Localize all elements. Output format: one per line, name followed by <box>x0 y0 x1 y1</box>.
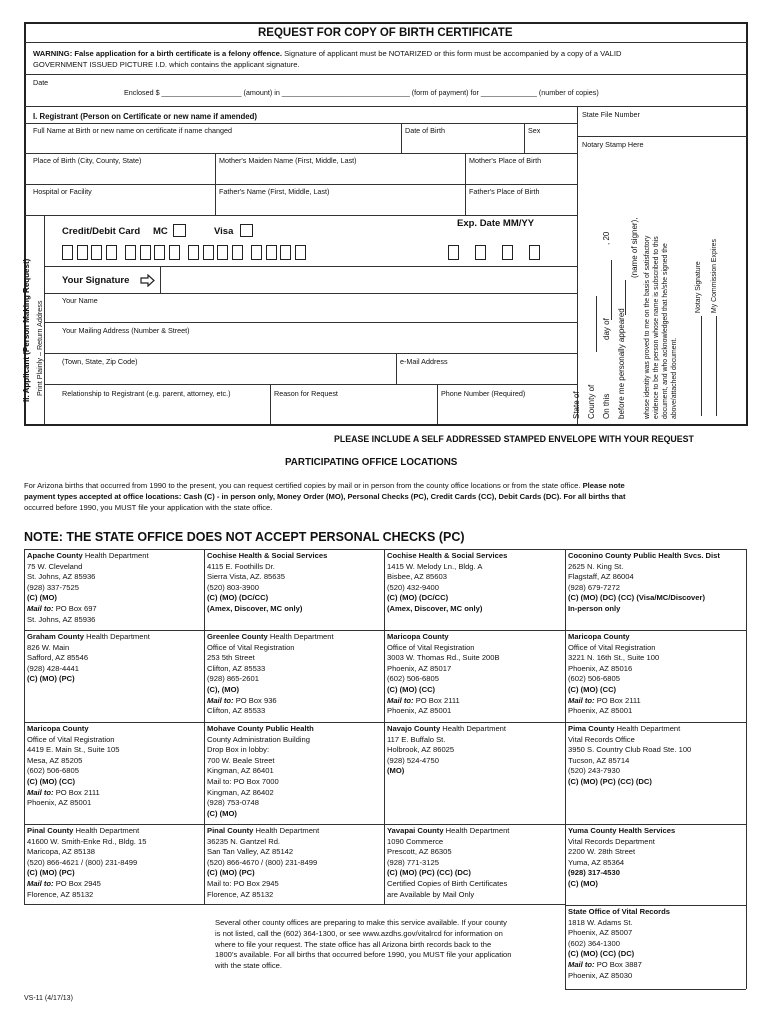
office-line: (520) 866-4670 / (800) 231-8499 <box>207 857 318 867</box>
office-line: 826 W. Main <box>27 642 70 652</box>
office-location <box>568 907 670 981</box>
office-line: (C) (MO) (DC/CC) <box>387 593 449 603</box>
notary-above: above/attached document. <box>671 337 678 419</box>
office-name: Mohave County Public Health <box>207 724 314 733</box>
office-line: Certified Copies of Birth Certificates <box>387 878 508 888</box>
office-line: Vital Records Office <box>568 734 635 744</box>
office-line: (C) (MO) (DC) (CC) (Visa/MC/Discover) <box>568 593 705 603</box>
warning-text <box>33 50 621 59</box>
notary-day-of: day of <box>602 318 611 340</box>
office-line: Bisbee, AZ 85603 <box>387 572 447 582</box>
notary-year: , 20 <box>602 231 611 245</box>
office-location <box>207 551 327 615</box>
card-digit-box[interactable] <box>295 245 306 260</box>
office-line: Phoenix, AZ 85001 <box>387 706 452 716</box>
mailing-address-field[interactable]: Your Mailing Address (Number & Street) <box>62 326 190 335</box>
office-line: Sierra Vista, AZ. 85635 <box>207 572 285 582</box>
office-line: Mail to: PO Box 7000 <box>207 776 279 786</box>
office-line: (C) (MO) (CC) <box>27 776 76 786</box>
card-digit-box[interactable] <box>77 245 88 260</box>
office-line: 3950 S. Country Club Road Ste. 100 <box>568 745 692 755</box>
office-line: Office of Vital Registration <box>207 642 295 652</box>
card-digit-box[interactable] <box>232 245 243 260</box>
office-line: 3221 N. 16th St., Suite 100 <box>568 653 660 663</box>
office-name: Yuma County Health Services <box>568 826 676 835</box>
office-line: San Tan Valley, AZ 85142 <box>207 847 294 857</box>
other-offices-line: with the state office. <box>215 961 282 971</box>
participating-header: PARTICIPATING OFFICE LOCATIONS <box>285 457 458 468</box>
office-location <box>207 632 334 717</box>
office-line: Kingman, AZ 86401 <box>207 766 274 776</box>
office-name: Yavapai County Health Department <box>387 826 510 835</box>
other-offices-note <box>215 918 560 972</box>
notary-document: document, and who acknowledged that he/she signed the <box>662 243 669 419</box>
office-line: (520) 803-3900 <box>207 582 259 592</box>
office-name: Greenlee County Health Department <box>207 632 334 641</box>
card-digit-box[interactable] <box>266 245 277 260</box>
notary-stamp: Notary Stamp Here <box>582 140 644 149</box>
email-field[interactable]: e-Mail Address <box>400 357 448 366</box>
card-digit-box[interactable] <box>169 245 180 260</box>
office-line: Vital Records Department <box>568 836 655 846</box>
office-line: (928) 524-4750 <box>387 755 439 765</box>
office-name: Maricopa County <box>568 632 630 641</box>
office-location <box>207 724 314 819</box>
envelope-note: PLEASE INCLUDE A SELF ADDRESSED STAMPED ENVELOPE WITH YOUR REQUEST <box>334 434 694 444</box>
office-location <box>27 724 119 809</box>
office-line: Tucson, AZ 85714 <box>568 755 630 765</box>
warning-bold: WARNING: False application for a birth certificate is a felony offence. <box>33 49 282 58</box>
office-line: (520) 866-4621 / (800) 231-8499 <box>27 857 138 867</box>
office-line: (928) 771-3125 <box>387 857 439 867</box>
notary-county-of: County of <box>587 384 596 419</box>
office-line: Mail to: PO Box 2945 <box>27 878 101 888</box>
office-line: (602) 506-6805 <box>27 766 79 776</box>
mother-place-field[interactable]: Mother's Place of Birth <box>469 156 542 165</box>
relationship-field[interactable]: Relationship to Registrant (e.g. parent, attorney, etc.) <box>62 389 231 398</box>
office-line: Mesa, AZ 85205 <box>27 755 83 765</box>
hospital-field[interactable]: Hospital or Facility <box>33 187 92 196</box>
office-line: Prescott, AZ 86305 <box>387 847 452 857</box>
office-line: (C) (MO) <box>27 593 57 603</box>
office-line: Mail to: PO Box 2111 <box>568 695 641 705</box>
office-line: 700 W. Beale Street <box>207 755 275 765</box>
enclosed-line[interactable]: Enclosed $ ____________________ (amount) in ________________________________ (form of payment) for ______________ (number of copies) <box>124 88 599 97</box>
card-digit-box[interactable] <box>62 245 73 260</box>
warning-rest: Signature of applicant must be NOTARIZED or this form must be accompanied by a copy of a VALID <box>284 49 622 58</box>
office-line: (C) (MO) (PC) <box>207 868 255 878</box>
office-line: Florence, AZ 85132 <box>27 889 94 899</box>
office-line: (Amex, Discover, MC only) <box>387 603 483 613</box>
office-line: Phoenix, AZ 85016 <box>568 663 633 673</box>
office-location <box>27 632 150 685</box>
office-line: 4115 E. Foothills Dr. <box>207 561 275 571</box>
mc-label: MC <box>153 226 168 237</box>
office-line: Clifton, AZ 85533 <box>207 663 266 673</box>
exp-digit-box[interactable] <box>475 245 486 260</box>
office-line: (C), (MO) <box>207 684 240 694</box>
office-line: (928) 337-7525 <box>27 582 79 592</box>
office-line: 253 5th Street <box>207 653 255 663</box>
office-line: Clifton, AZ 85533 <box>207 706 266 716</box>
card-digit-box[interactable] <box>203 245 214 260</box>
office-line: 2200 W. 28th Street <box>568 847 636 857</box>
note-personal-checks: NOTE: THE STATE OFFICE DOES NOT ACCEPT PERSONAL CHECKS (PC) <box>24 530 465 544</box>
office-line: Mail to: PO Box 2945 <box>207 878 279 888</box>
notary-commission-label: My Commission Expires <box>711 239 718 313</box>
office-name: Apache County Health Department <box>27 551 149 560</box>
office-line: Phoenix, AZ 85017 <box>387 663 452 673</box>
credit-card-label: Credit/Debit Card <box>62 226 141 237</box>
office-line: Florence, AZ 85132 <box>207 889 274 899</box>
other-offices-line: 1800’s available. For all births that occurred before 1990, you MUST file your application <box>215 950 512 960</box>
office-line: St. Johns, AZ 85936 <box>27 614 96 624</box>
warning-line-2: GOVERNMENT ISSUED PICTURE I.D. which contains the applicant signature. <box>33 60 300 69</box>
office-line: Mail to: PO Box 936 <box>207 695 277 705</box>
office-line: Maricopa, AZ 85138 <box>27 847 95 857</box>
card-digit-box[interactable] <box>91 245 102 260</box>
exp-date-label: Exp. Date MM/YY <box>457 218 535 229</box>
date-of-birth-field[interactable]: Date of Birth <box>405 126 445 135</box>
office-line: (520) 432-9400 <box>387 582 439 592</box>
office-line: Phoenix, AZ 85007 <box>568 928 633 938</box>
office-name: Navajo County Health Department <box>387 724 507 733</box>
card-digit-box[interactable] <box>106 245 117 260</box>
office-line: (C) (MO) <box>568 878 598 888</box>
notary-name-of-signer: (name of signer), <box>630 217 639 278</box>
state-file-number[interactable]: State File Number <box>582 110 640 119</box>
office-location <box>387 551 507 615</box>
office-line: (C) (MO) (PC) <box>27 868 75 878</box>
office-line: (602) 506-6805 <box>568 674 620 684</box>
notary-on-this: On this <box>602 393 611 419</box>
office-location <box>568 724 691 788</box>
office-line: (C) (MO) (PC) (CC) (DC) <box>387 868 471 878</box>
office-line: Mail to: PO Box 2111 <box>387 695 460 705</box>
notary-evidence: evidence to be the person whose name is subscribed to this <box>653 236 660 419</box>
office-line: Mail to: PO Box 2111 <box>27 787 100 797</box>
notary-before-me: before me personally appeared <box>617 308 626 419</box>
office-location <box>568 551 720 615</box>
office-line: 41600 W. Smith-Enke Rd., Bldg. 15 <box>27 836 147 846</box>
full-name-field[interactable]: Full Name at Birth or new name on certificate if name changed <box>33 126 232 135</box>
office-name: Cochise Health & Social Services <box>387 551 508 560</box>
sex-field[interactable]: Sex <box>528 126 541 135</box>
office-line: (Amex, Discover, MC only) <box>207 603 303 613</box>
office-line: 1415 W. Melody Ln., Bldg. A <box>387 561 483 571</box>
office-line: 2625 N. King St. <box>568 561 624 571</box>
card-digit-box[interactable] <box>140 245 151 260</box>
town-state-zip-field[interactable]: (Town, State, Zip Code) <box>62 357 138 366</box>
office-line: 36235 N. Gantzel Rd. <box>207 836 281 846</box>
notary-whose-identity: whose identity was proved to me on the basis of satisfactory <box>644 235 651 419</box>
registrant-header: I. Registrant (Person on Certificate or new name if amended) <box>33 112 257 121</box>
office-line: (C) (MO) (CC) <box>387 684 436 694</box>
office-line: Kingman, AZ 86402 <box>207 787 274 797</box>
office-line: Drop Box in lobby: <box>207 745 270 755</box>
office-line: (928) 865-2601 <box>207 674 259 684</box>
reason-field[interactable]: Reason for Request <box>274 389 338 398</box>
office-line: 3003 W. Thomas Rd., Suite 200B <box>387 653 500 663</box>
office-line: (928) 428-4441 <box>27 663 79 673</box>
office-line: Safford, AZ 85546 <box>27 653 89 663</box>
office-line: (C) (MO) (PC) (CC) (DC) <box>568 776 652 786</box>
office-line: (928) 753-0748 <box>207 798 259 808</box>
card-digit-box[interactable] <box>188 245 199 260</box>
office-line: Office of Vital Registration <box>568 642 656 652</box>
office-line: Mail to: PO Box 3887 <box>568 959 642 969</box>
office-line: (C) (MO) (DC/CC) <box>207 593 269 603</box>
visa-checkbox[interactable] <box>240 224 253 237</box>
office-line: County Administration Building <box>207 734 310 744</box>
exp-digit-box[interactable] <box>448 245 459 260</box>
other-offices-line: Several other county offices are preparing to make this service available. If your county <box>215 918 507 927</box>
father-place-field[interactable]: Father's Place of Birth <box>469 187 540 196</box>
office-location <box>27 826 146 900</box>
signature-label: Your Signature <box>62 275 130 286</box>
other-offices-line: is not listed, call the (602) 364-1300, or see www.azdhs.gov/vitalrcd for information on <box>215 928 503 938</box>
office-line: are Available by Mail Only <box>387 889 475 899</box>
office-location <box>387 632 500 717</box>
office-line: 1818 W. Adams St. <box>568 917 633 927</box>
office-line: (MO) <box>387 766 405 776</box>
office-line: Holbrook, AZ 86025 <box>387 745 455 755</box>
office-line: (C) (MO) (CC) (DC) <box>568 949 635 959</box>
office-line: 75 W. Cleveland <box>27 561 83 571</box>
office-line: Phoenix, AZ 85001 <box>568 706 633 716</box>
office-name: Maricopa County <box>27 724 89 733</box>
visa-label: Visa <box>214 226 234 237</box>
other-offices-line: where to file your request. The state office has all Arizona birth records back to the <box>215 939 492 949</box>
office-line: (602) 506-6805 <box>387 674 439 684</box>
office-location <box>27 551 149 625</box>
phone-field[interactable]: Phone Number (Required) <box>441 389 526 398</box>
info-para-line1 <box>24 482 625 491</box>
office-line: Phoenix, AZ 85001 <box>27 798 92 808</box>
info-para-line1-text: For Arizona births that occurred from 1990 to the present, you can request certified copies by mail or in person from the county office locations or from the state office. <box>24 481 581 490</box>
card-digit-box[interactable] <box>125 245 136 260</box>
exp-digit-box[interactable] <box>529 245 540 260</box>
office-name: Pinal County Health Department <box>27 826 140 835</box>
office-line: (C) (MO) (PC) <box>27 674 75 684</box>
info-para-line3: occurred before 1990, you MUST file your application with the state office. <box>24 503 273 512</box>
mother-maiden-field[interactable]: Mother's Maiden Name (First, Middle, Last) <box>219 156 357 165</box>
office-line: St. Johns, AZ 85936 <box>27 572 96 582</box>
info-para-line2: payment types accepted at office locations: Cash (C) - in person only, Money Order (MO), Personal Checks (PC), Credit Cards (CC), Debit Cards (DC). For all births that <box>24 492 626 501</box>
office-line: (C) (MO) <box>207 808 237 818</box>
office-name: Maricopa County <box>387 632 449 641</box>
your-name-field[interactable]: Your Name <box>62 296 98 305</box>
office-name: State Office of Vital Records <box>568 907 670 916</box>
card-digit-box[interactable] <box>251 245 262 260</box>
office-line: Phoenix, AZ 85030 <box>568 970 633 980</box>
place-of-birth-field[interactable]: Place of Birth (City, County, State) <box>33 156 142 165</box>
office-location <box>568 826 675 890</box>
office-name: Coconino County Public Health Svcs. Dist <box>568 551 720 560</box>
arrow-right-icon <box>140 274 155 287</box>
notary-signature-label: Notary Signature <box>695 261 702 313</box>
mc-checkbox[interactable] <box>173 224 186 237</box>
office-line: 1090 Commerce <box>387 836 444 846</box>
office-line: Flagstaff, AZ 86004 <box>568 572 634 582</box>
form-id: VS-11 (4/17/13) <box>24 995 73 1002</box>
office-line: 4419 E. Main St., Suite 105 <box>27 745 120 755</box>
card-digit-box[interactable] <box>280 245 291 260</box>
info-para-line1-bold: Please note <box>582 481 625 490</box>
office-line: Office of Vital Registration <box>27 734 115 744</box>
notary-state-of: State of <box>572 391 581 419</box>
exp-digit-box[interactable] <box>502 245 513 260</box>
office-name: Graham County Health Department <box>27 632 150 641</box>
office-line: (928) 317-4530 <box>568 868 620 878</box>
print-plainly-label: Print Plainly – Return Address <box>35 300 44 396</box>
office-location <box>207 826 319 900</box>
office-name: Cochise Health & Social Services <box>207 551 328 560</box>
office-line: (C) (MO) (CC) <box>568 684 617 694</box>
office-line: Yuma, AZ 85364 <box>568 857 625 867</box>
office-name: Pima County Health Department <box>568 724 681 733</box>
office-location <box>387 826 509 900</box>
office-name: Pinal County Health Department <box>207 826 320 835</box>
father-name-field[interactable]: Father's Name (First, Middle, Last) <box>219 187 330 196</box>
office-line: (928) 679-7272 <box>568 582 620 592</box>
office-line: (602) 364-1300 <box>568 938 620 948</box>
office-line: (520) 243-7930 <box>568 766 620 776</box>
form-title: REQUEST FOR COPY OF BIRTH CERTIFICATE <box>258 27 513 39</box>
office-line: In-person only <box>568 603 621 613</box>
office-line: Office of Vital Registration <box>387 642 475 652</box>
office-location <box>387 724 506 777</box>
office-line: Mail to: PO Box 697 <box>27 603 97 613</box>
applicant-side-label: II. Applicant (Person Making Request) <box>22 258 31 402</box>
card-digit-box[interactable] <box>154 245 165 260</box>
date-label: Date <box>33 78 49 87</box>
office-location <box>568 632 659 717</box>
office-line: 117 E. Buffalo St. <box>387 734 446 744</box>
card-digit-box[interactable] <box>217 245 228 260</box>
